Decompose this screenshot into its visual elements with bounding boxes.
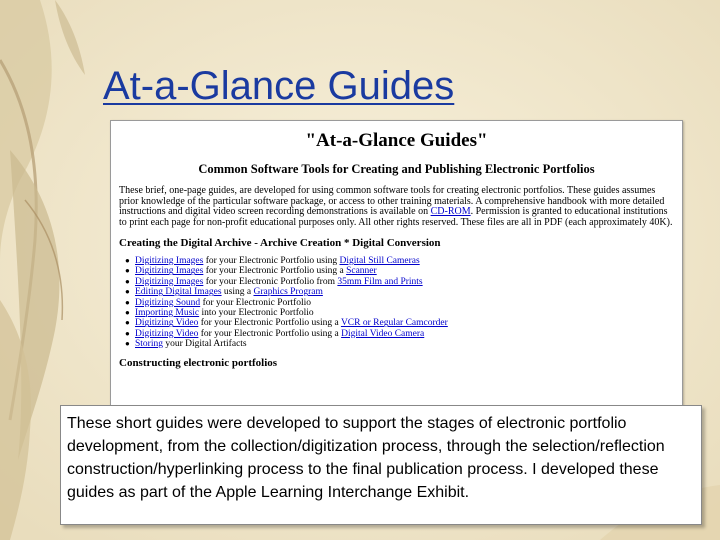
bullet-dot-icon: ● — [125, 328, 130, 338]
guide-link[interactable]: Editing Digital Images — [135, 287, 222, 298]
bullet-dot-icon: ● — [125, 287, 130, 297]
guide-link[interactable]: Digitizing Sound — [135, 297, 201, 308]
guide-link[interactable]: Digitizing Video — [135, 318, 199, 329]
guide-link[interactable]: Digitizing Video — [135, 328, 199, 339]
slide-title: At-a-Glance Guides — [103, 64, 455, 108]
cd-rom-link[interactable]: CD-ROM — [430, 206, 471, 217]
guide-list — [119, 256, 674, 350]
section-heading-constructing: Constructing electronic portfolios — [119, 356, 278, 369]
bullet-dot-icon: ● — [125, 297, 130, 307]
caption-text: These short guides were developed to support the stages of electronic portfolio development, from the collection/digitization process, through the selection/reflection construction/hyperlinking process to the final publication process. I developed these guides as part of the Apple Learning Interchange Exhibit. — [67, 415, 665, 501]
list-item — [125, 308, 674, 319]
bullet-dot-icon: ● — [125, 339, 130, 349]
guide-text: for your Electronic Portfolio using a — [198, 328, 342, 339]
bullet-dot-icon: ● — [125, 256, 130, 265]
guide-link[interactable]: Storing — [135, 339, 163, 350]
webpage-subtitle: Common Software Tools for Creating and Publishing Electronic Portfolios — [198, 162, 595, 176]
guide-text: for your Electronic Portfolio using — [203, 256, 340, 266]
guide-link[interactable]: Digital Still Cameras — [339, 256, 420, 266]
section-heading-archive: Creating the Digital Archive - Archive Creation * Digital Conversion — [119, 237, 441, 249]
list-item — [125, 256, 674, 266]
webpage-intro — [119, 186, 674, 228]
list-item — [125, 266, 674, 277]
list-item — [125, 328, 674, 339]
guide-link[interactable]: Digitizing Images — [135, 266, 204, 277]
list-item — [125, 287, 674, 298]
guide-text: for your Electronic Portfolio using a — [198, 318, 341, 329]
guide-link[interactable]: Graphics Program — [253, 287, 323, 298]
list-item — [125, 318, 674, 329]
guide-text: for your Electronic Portfolio using a — [203, 266, 347, 277]
caption-box — [60, 405, 702, 525]
bullet-dot-icon: ● — [125, 318, 130, 328]
guide-link[interactable]: Scanner — [346, 266, 377, 277]
guide-link[interactable]: Importing Music — [135, 308, 200, 319]
guide-text: for your Electronic Portfolio from — [203, 276, 338, 287]
webpage-title: "At-a-Glance Guides" — [305, 130, 488, 151]
list-item — [125, 276, 674, 287]
webpage-screenshot — [110, 120, 683, 406]
guide-link[interactable]: Digital Video Camera — [341, 328, 425, 339]
guide-link[interactable]: Digitizing Images — [135, 256, 204, 266]
bullet-dot-icon: ● — [125, 266, 130, 276]
bullet-dot-icon: ● — [125, 308, 130, 318]
list-item — [125, 297, 674, 308]
guide-text: for your Electronic Portfolio — [200, 297, 311, 308]
bullet-dot-icon: ● — [125, 276, 130, 286]
guide-text: into your Electronic Portfolio — [199, 308, 314, 319]
guide-link[interactable]: VCR or Regular Camcorder — [340, 318, 448, 329]
intro-text-before: These brief, one-page guides, are developed for using common software tools for creating electronic portfolios. These guides assumes prior knowledge of the particular software package, or access to other training materials. A comprehensive handbook with more detailed instructions and digital video screen recording demonstrations is available on — [119, 185, 665, 217]
guide-text: using a — [221, 287, 254, 298]
intro-text-after: . Permission is granted to educational institutions to print each page for non-profit educational purposes only. All other rights reserved. These files are all in PDF (each approximately 40K). — [119, 206, 673, 228]
list-item — [125, 339, 674, 350]
guide-link[interactable]: Digitizing Images — [135, 276, 204, 287]
guide-link[interactable]: 35mm Film and Prints — [337, 276, 423, 287]
guide-text: your Digital Artifacts — [162, 339, 247, 350]
